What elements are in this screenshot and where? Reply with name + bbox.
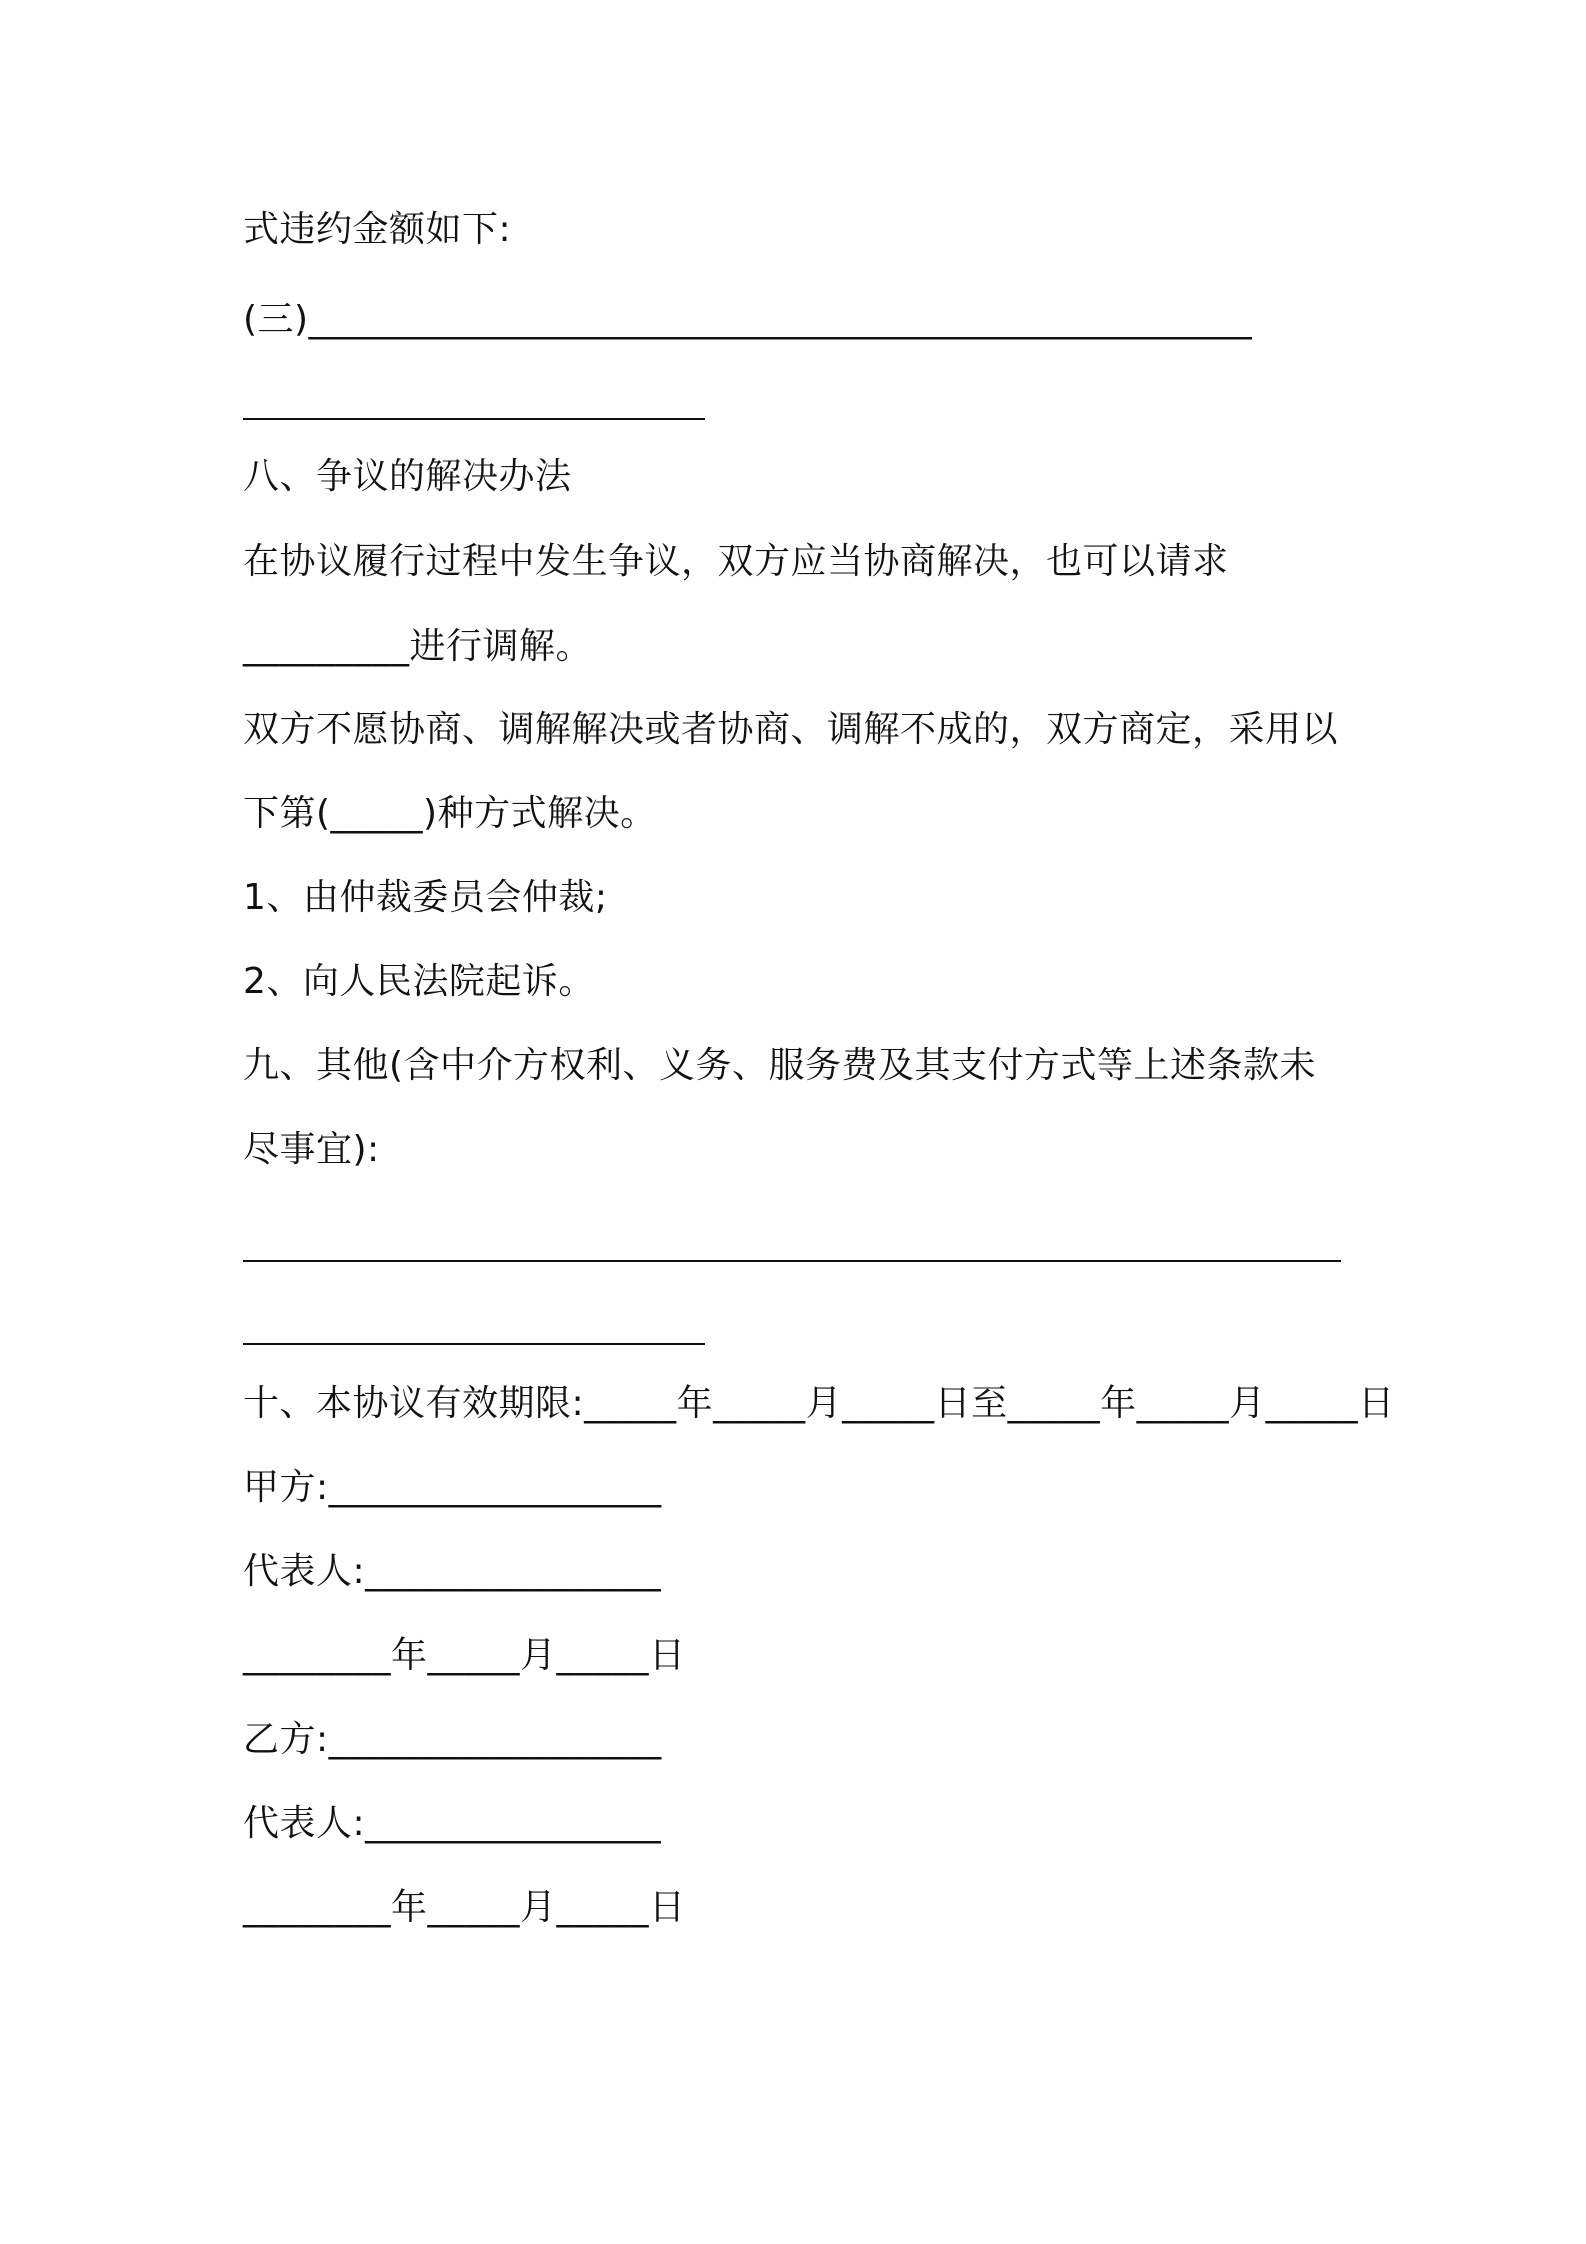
party-b-date: ________年_____月_____日	[243, 1887, 686, 1928]
blank-line-other-terms-1	[243, 1260, 1341, 1262]
party-b-representative: 代表人:________________	[243, 1803, 662, 1844]
clause-3-blank: (三)___________________________________________________	[243, 299, 1253, 340]
section-8-heading: 八、争议的解决办法	[243, 456, 572, 497]
party-a-representative: 代表人:________________	[243, 1551, 662, 1592]
party-a-date: ________年_____月_____日	[243, 1635, 686, 1676]
dispute-paragraph-line-1: 在协议履行过程中发生争议，双方应当协商解决，也可以请求	[243, 541, 1229, 582]
section-9-heading-line-1: 九、其他(含中介方权利、义务、服务费及其支付方式等上述条款未	[243, 1045, 1317, 1086]
section-10-validity-period: 十、本协议有效期限:_____年_____月_____日至_____年_____月_____日	[243, 1383, 1395, 1424]
section-9-heading-line-2: 尽事宜):	[243, 1129, 380, 1170]
blank-line-other-terms-2	[243, 1343, 705, 1345]
option-2-court: 2、向人民法院起诉。	[243, 961, 595, 1002]
dispute-resolution-paragraph-line-1: 双方不愿协商、调解解决或者协商、调解不成的，双方商定，采用以	[243, 709, 1339, 750]
party-b-signature: 乙方:__________________	[243, 1719, 662, 1760]
dispute-resolution-paragraph-line-2: 下第(_____)种方式解决。	[243, 793, 657, 834]
mediation-blank-line: _________进行调解。	[243, 626, 593, 667]
option-1-arbitration: 1、由仲裁委员会仲裁;	[243, 877, 608, 918]
penalty-amount-intro: 式违约金额如下:	[243, 209, 512, 250]
party-a-signature: 甲方:__________________	[243, 1467, 662, 1508]
blank-line-continuation-1	[243, 418, 705, 420]
